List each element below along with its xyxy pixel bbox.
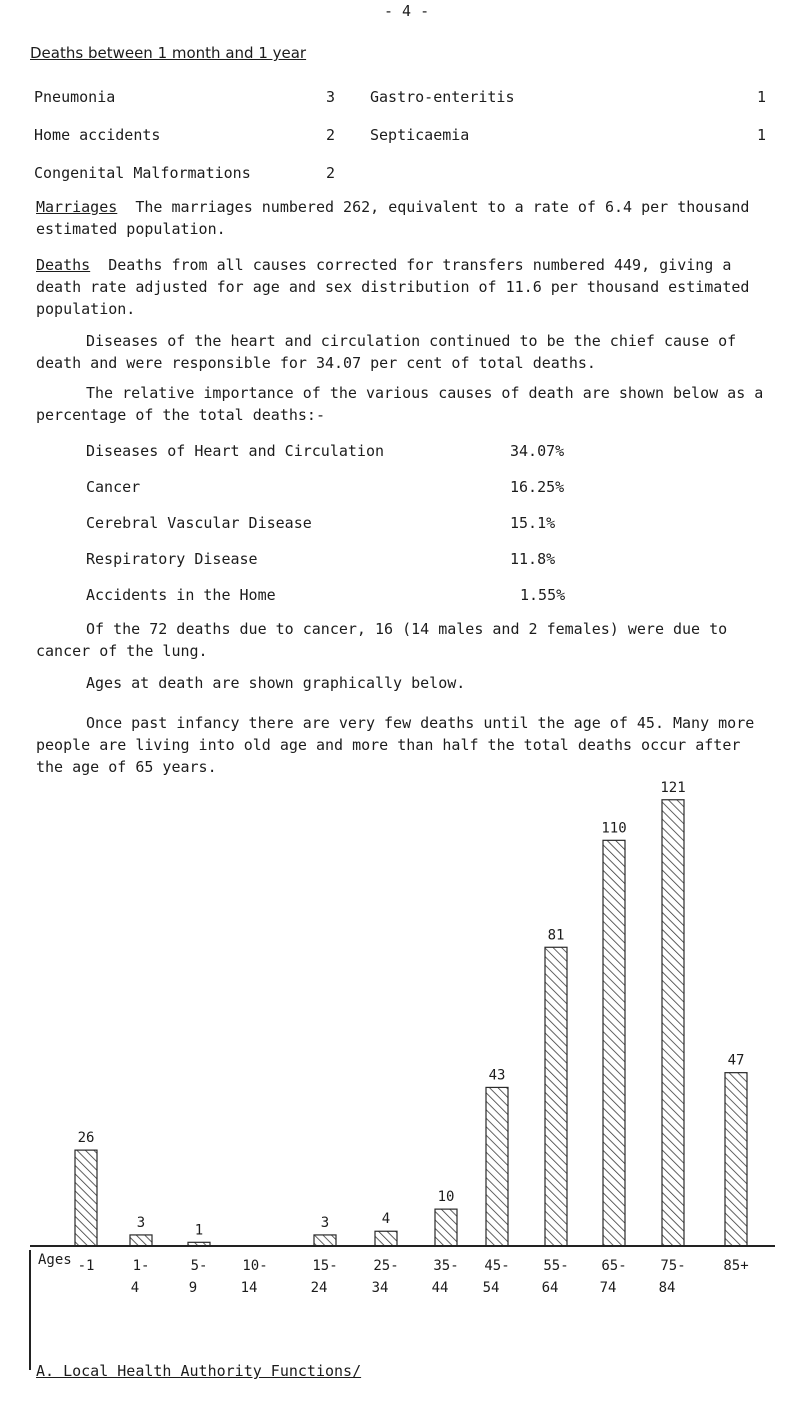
bar (314, 1235, 336, 1246)
cause-count: 2 (326, 126, 336, 144)
x-axis-title: Ages (38, 1252, 72, 1268)
x-tick-label: 25- (373, 1258, 399, 1274)
label-group (78, 780, 749, 1296)
x-tick-label: 84 (658, 1280, 676, 1296)
cause-label: Gastro-enteritis (370, 88, 515, 106)
cause-count: 3 (326, 88, 336, 106)
ages-at-death-chart (0, 760, 800, 1320)
footer-note: A. Local Health Authority Functions/ (36, 1362, 362, 1380)
marriages-paragraph (36, 196, 776, 240)
bar (130, 1235, 152, 1246)
x-tick-label: 10- (242, 1258, 268, 1274)
cause-count: 2 (326, 164, 336, 182)
x-tick-label: 1- (132, 1258, 150, 1274)
marriages-heading: Marriages (36, 198, 118, 216)
x-tick-label: 44 (431, 1280, 449, 1296)
bar-value-label: 4 (381, 1211, 391, 1228)
infant-deaths-heading: Deaths between 1 month and 1 year (30, 44, 307, 62)
x-tick-label: 35- (433, 1258, 459, 1274)
cause-percent: 16.25% (510, 478, 565, 496)
scan-edge (29, 1250, 31, 1370)
cause-label: Home accidents (34, 126, 161, 144)
x-tick-label: 14 (240, 1280, 258, 1296)
bar-value-label: 10 (437, 1189, 455, 1206)
x-tick-label: 65- (601, 1258, 627, 1274)
x-tick-label: 9 (188, 1280, 198, 1296)
cause-name: Cerebral Vascular Disease (86, 514, 312, 532)
cause-percent: 1.55% (520, 586, 566, 604)
bar (725, 1073, 747, 1246)
deaths-paragraph (36, 254, 776, 320)
bar-value-label: 3 (320, 1214, 330, 1231)
cause-label: Congenital Malformations (34, 164, 251, 182)
cause-name: Respiratory Disease (86, 550, 258, 568)
bar (545, 947, 567, 1246)
bar (603, 840, 625, 1246)
cause-count: 1 (757, 126, 767, 144)
infant-row (34, 88, 115, 106)
cause-label: Pneumonia (34, 88, 116, 106)
bar (662, 800, 684, 1246)
cause-label: Septicaemia (370, 126, 470, 144)
cause-percent: 34.07% (510, 442, 565, 460)
bar (75, 1150, 97, 1246)
relative-paragraph: The relative importance of the various causes of death are shown below as a percentage of the total deaths:- (36, 384, 764, 424)
bar-value-label: 1 (194, 1222, 204, 1239)
x-tick-label: 34 (371, 1280, 389, 1296)
bar (375, 1231, 397, 1246)
bar-value-label: 47 (727, 1052, 745, 1069)
x-tick-label: 4 (130, 1280, 140, 1296)
x-tick-label: 75- (660, 1258, 686, 1274)
heart-paragraph: Diseases of the heart and circulation continued to be the chief cause of death and were responsible for 34.07 per cent of total deaths. (36, 332, 737, 372)
bar-value-label: 3 (136, 1214, 146, 1231)
bar-value-label: 121 (660, 779, 686, 796)
cause-name: Diseases of Heart and Circulation (86, 442, 385, 460)
x-tick-label: 24 (310, 1280, 328, 1296)
cause-count: 1 (757, 88, 767, 106)
deaths-heading: Deaths (36, 256, 91, 274)
bar (435, 1209, 457, 1246)
x-tick-label: 85+ (723, 1258, 749, 1274)
page-number: - 4 - (384, 2, 430, 20)
cause-name: Accidents in the Home (86, 586, 276, 604)
x-tick-label: 55- (543, 1258, 569, 1274)
x-tick-label: 15- (312, 1258, 338, 1274)
x-tick-label: 54 (482, 1280, 500, 1296)
x-tick-label: 45- (484, 1258, 510, 1274)
x-tick-label: 64 (541, 1280, 559, 1296)
bar (486, 1087, 508, 1246)
x-tick-label: -1 (77, 1258, 95, 1274)
cause-name: Cancer (86, 478, 141, 496)
bar-value-label: 110 (601, 820, 627, 837)
marriages-text: The marriages numbered 262, equivalent to a rate of 6.4 per thousand estimated population. (36, 198, 750, 238)
bar-value-label: 26 (77, 1130, 95, 1147)
x-tick-label: 5- (190, 1258, 208, 1274)
cancer-paragraph: Of the 72 deaths due to cancer, 16 (14 males and 2 females) were due to cancer of the lung. (36, 620, 728, 660)
ages-paragraph: Ages at death are shown graphically below. (86, 674, 466, 692)
bar-group (75, 800, 747, 1246)
infancy-paragraph: Once past infancy there are very few deaths until the age of 45. Many more people are living into old age and more than half the total deaths occur after the age of 65 years. (36, 714, 755, 776)
bar-value-label: 43 (488, 1067, 506, 1084)
cause-percent: 15.1% (510, 514, 556, 532)
deaths-text: Deaths from all causes corrected for transfers numbered 449, giving a death rate adjusted for age and sex distribution of 11.6 per thousand estimated population. (36, 256, 750, 318)
bar-value-label: 81 (547, 927, 565, 944)
x-tick-label: 74 (599, 1280, 617, 1296)
cause-percent: 11.8% (510, 550, 556, 568)
